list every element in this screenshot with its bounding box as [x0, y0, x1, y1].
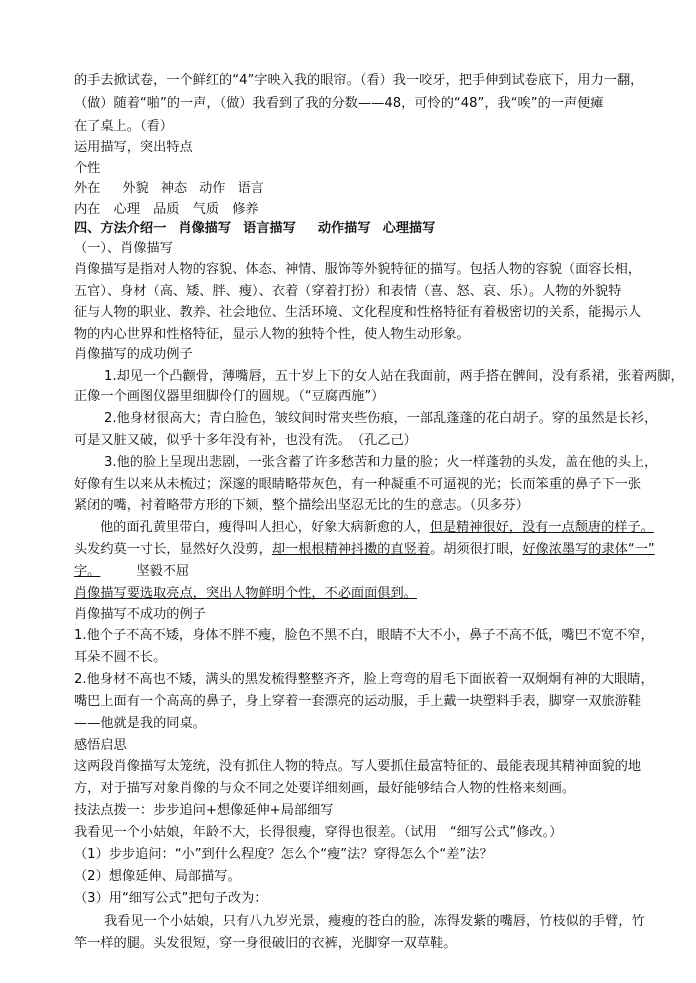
tips-step: （2）想像延伸、局部描写。: [74, 869, 241, 884]
paragraph-line: （做）随着“啪”的一声，（做）我看到了我的分数——48，可怜的“48”，我“唉”的一声便瘫: [74, 96, 604, 111]
paragraph-line: 五官）、身材（高、矮、胖、瘦）、衣着（穿着打扮）和表情（喜、怒、哀、乐）。人物的外貌特: [74, 284, 622, 299]
fail-heading: 肖像描写不成功的例子: [74, 607, 206, 622]
outline-line-inner: 内在 心理 品质 气质 修养: [74, 202, 259, 217]
insight-heading: 感悟启思: [74, 738, 127, 753]
method-item: 肖像描写: [178, 221, 232, 236]
example-line: 紧闭的嘴，衬着略带方形的下颏，整个描绘出坚忍无比的生的意志。（贝多芬）: [74, 498, 529, 513]
subsection-heading: （一）、肖像描写: [74, 241, 173, 256]
underlined-text: 却一根根精神抖擞的直竖着: [271, 542, 431, 557]
underlined-text: 好像浓墨写的隶体“一”: [522, 542, 655, 557]
method-item: 心理描写: [382, 221, 436, 236]
outer-item: 动作: [199, 181, 226, 196]
paragraph-line: 的手去掀试卷，一个鲜红的“4”字映入我的眼帘。（看）我一咬牙，把手伸到试卷底下，用力一翻，: [74, 73, 644, 88]
tips-step: （1）步步追问：“小”到什么程度？怎么个“瘦”法？穿得怎么个“差”法？: [74, 847, 493, 862]
outline-heading: 运用描写，突出特点: [74, 140, 193, 155]
fail-line: 1.他个子不高不矮，身体不胖不瘦，脸色不黑不白，眼睛不大不小，鼻子不高不低，嘴巴不宽不窄，: [74, 628, 654, 643]
insight-line: 这两段肖像描写太笼统，没有抓住人物的特点。写人要抓住最富特征的、最能表现其精神面貌的地: [74, 759, 642, 774]
fail-line: 嘴巴上面有一个高高的鼻子，身上穿着一套漂亮的运动服，手上戴一块塑料手表，脚穿一双旅游鞋: [74, 694, 642, 709]
fail-line: 2.他身材不高也不矮，满头的黑发梳得整整齐齐，脸上弯弯的眉毛下面嵌着一双炯炯有神的大眼睛，: [74, 672, 654, 687]
example-line: 可是又脏又破，似乎十多年没有补，也没有洗。 （孔乙己）: [74, 433, 417, 448]
section-heading: [74, 220, 435, 238]
paragraph-line: 物的内心世界和性格特征，显示人物的独特个性，使人物生动形象。: [74, 327, 470, 342]
insight-line: 方，对于描写对象肖像的与众不同之处要详细刻画，最好能够结合人物的性格来刻画。: [74, 781, 576, 796]
example-line: 3.他的脸上呈现出悲剧，一张含蓄了许多愁苦和力量的脸；火一样蓬勃的头发，盖在他的头上，: [104, 455, 658, 470]
example-line: 2.他身材很高大；青白脸色，皱纹间时常夹些伤痕，一部乱蓬蓬的花白胡子。穿的虽然是长衫，: [104, 411, 658, 426]
example-line: [74, 563, 189, 581]
fail-line: ——他就是我的同桌。: [74, 716, 206, 731]
example-line: [100, 519, 654, 537]
success-heading: 肖像描写的成功例子: [74, 347, 193, 362]
tips-result: 竿一样的腿。头发很短，穿一身很破旧的衣裤，光脚穿一双草鞋。: [74, 936, 457, 951]
section-title: 四、方法介绍一: [74, 221, 167, 236]
tips-result: 我看见一个小姑娘，只有八九岁光景，瘦瘦的苍白的脸，冻得发紫的嘴唇，竹枝似的手臂，竹: [104, 914, 645, 929]
outer-item: 外貌: [122, 181, 149, 196]
example-line: 1.却见一个凸颧骨，薄嘴唇，五十岁上下的女人站在我面前，两手搭在髀间，没有系裙，张着两脚，: [104, 369, 684, 384]
summary-line: 肖像描写要选取亮点，突出人物鲜明个性，不必面面俱到。: [74, 586, 417, 601]
underlined-text: 字。: [74, 564, 101, 579]
outer-item: 神态: [160, 181, 188, 196]
method-item: 动作描写: [317, 221, 371, 236]
outer-item: 语言: [237, 181, 264, 196]
tips-heading: 技法点拨一：步步追问+想像延伸+局部细写: [74, 803, 334, 818]
example-text: 头发约莫一寸长，显然好久没剪，: [74, 542, 272, 557]
fail-line: 耳朵不圆不长。: [74, 650, 167, 665]
example-text: 他的面孔黄里带白，瘦得叫人担心，好象大病新愈的人，: [100, 520, 430, 535]
annotation-text: 坚毅不屈: [136, 564, 190, 579]
outline-line: 个性: [74, 161, 101, 176]
paragraph-line: 征与人物的职业、教养、社会地位、生活环境、文化程度和性格特征有着极密切的关系，能揭示人: [74, 305, 642, 320]
tips-example: 我看见一个小姑娘，年龄不大，长得很瘦，穿得也很差。（试用 “细写公式”修改。）: [74, 825, 563, 840]
example-text: 。胡须很打眼，: [430, 542, 523, 557]
paragraph-line: 在了桌上。（看）: [74, 119, 173, 134]
outline-line-outer: [74, 180, 264, 198]
example-line: 正像一个画图仪器里细脚伶仃的圆规。（“豆腐西施”）: [74, 389, 385, 404]
example-line: 好像有生以来从未梳过；深邃的眼睛略带灰色，有一种凝重不可逼视的光；长而笨重的鼻子下一张: [74, 477, 642, 492]
underlined-text: 但是精神很好，没有一点颓唐的样子。: [429, 520, 654, 535]
paragraph-line: 肖像描写是指对人物的容貌、体态、神情、服饰等外貌特征的描写。包括人物的容貌（面容长相，: [74, 262, 642, 277]
example-line: [74, 541, 655, 559]
tips-step: （3）用“细写公式”把句子改为：: [74, 891, 268, 906]
method-item: 语言描写: [243, 221, 296, 236]
outer-label: 外在: [74, 181, 101, 196]
